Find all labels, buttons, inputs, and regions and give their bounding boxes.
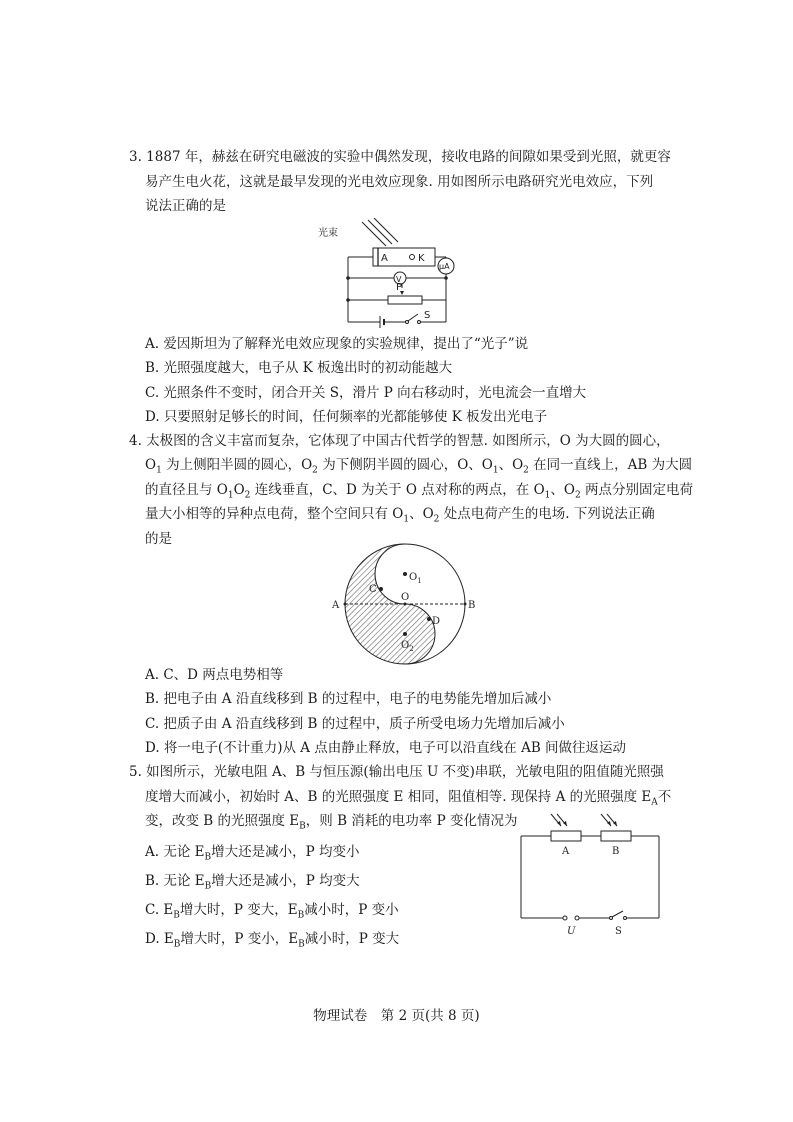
q4-stem-line-4: 量大小相等的异种点电荷，整个空间只有 $O_1$、$O_2$ 处点电荷产生的电场. 下列说法正确 [145, 506, 655, 525]
q4-option-a: A. C、D 两点电势相等 [145, 667, 284, 683]
q3-option-d: D. 只要照射足够长的时间，任何频率的光都能够使 K 板发出光电子 [145, 409, 548, 425]
q4-label-b: B [468, 600, 476, 611]
q3-photoelectric-circuit-figure [318, 218, 466, 330]
q3-beam-label: 光束 [318, 228, 338, 239]
q5-photoresistor-b [601, 831, 631, 841]
q4-stem-line-3: 的直径且与 $O_1O_2$ 连线垂直，C、D 为关于 O 点对称的两点，在 $O_1$、$O_2$ 两点分别固定电荷 [145, 482, 693, 501]
q4-stem-line-5: 的是 [145, 531, 172, 547]
q3-switch-label: S [424, 310, 431, 321]
q4-option-c: C. 把质子由 A 沿直线移到 B 的过程中，质子所受电场力先增加后减小 [145, 716, 565, 732]
q5-label-a: A [562, 846, 570, 857]
q4-label-o: O [401, 592, 410, 603]
q5-stem-line-2: 度增大而减小，初始时 A、B 的光照强度 E 相同，阻值相等. 现保持 A 的光照强度 $E_A$不 [145, 789, 672, 808]
q4-label-c: C [369, 584, 377, 595]
q5-option-a: A. 无论 $E_B$增大还是减小，P 均变小 [145, 844, 360, 863]
q5-photoresistor-a [551, 831, 581, 841]
q4-label-o1: O [409, 572, 418, 583]
q5-option-c: C. $E_B$增大时，P 变大，$E_B$减小时，P 变小 [145, 902, 399, 921]
q4-option-d: D. 将一电子(不计重力)从 A 点由静止释放，电子可以沿直线在 AB 间做往返运动 [145, 740, 627, 756]
q5-stem-line-3: 变，改变 B 的光照强度 $E_B$，则 B 消耗的电功率 P 变化情况为 [145, 813, 518, 832]
q3-ua-label: μA [439, 262, 450, 271]
q3-rheostat [388, 296, 422, 304]
q3-v-label: V [396, 275, 402, 284]
q4-label-a: A [332, 600, 340, 611]
q4-label-o2: O [401, 640, 410, 651]
q5-option-b: B. 无论 $E_B$增大还是减小，P 均变大 [145, 873, 360, 892]
q4-label-d: D [432, 616, 441, 627]
q5-label-s: S [615, 926, 622, 937]
q5-label-b: B [612, 846, 620, 857]
q3-stem-line-2: 易产生电火花，这就是最早发现的光电效应现象. 用如图所示电路研究光电效应，下列 [145, 174, 654, 190]
q5-label-u: U [567, 926, 576, 937]
q5-stem-line-1: 5. 如图所示，光敏电阻 A、B 与恒压源(输出电压 U 不变)串联，光敏电阻的阻值随光照强 [129, 764, 664, 780]
q4-stem-line-1: 4. 太极图的含义丰富而复杂，它体现了中国古代哲学的智慧. 如图所示，O 为大圆的圆心， [129, 433, 670, 449]
q3-stem-line-1: 3. 1887 年，赫兹在研究电磁波的实验中偶然发现，接收电路的间隙如果受到光照，就更容 [129, 149, 671, 165]
q3-stem-line-3: 说法正确的是 [145, 198, 226, 214]
page-footer: 物理试卷 第 2 页(共 8 页) [313, 1008, 480, 1024]
q3-cathode-label: K [418, 253, 425, 264]
q5-series-circuit-figure [515, 806, 665, 938]
q3-slider-label: P [396, 282, 403, 293]
q3-option-a: A. 爱因斯坦为了解释光电效应现象的实验规律，提出了“光子”说 [145, 336, 529, 352]
svg-text:O2: $O_2$ [401, 640, 414, 653]
svg-text:O1: $O_1$ [409, 572, 422, 585]
q4-taiji-figure [326, 542, 476, 666]
q4-option-b: B. 把电子由 A 沿直线移到 B 的过程中，电子的电势能先增加后减小 [145, 691, 552, 707]
q4-stem-line-2: $O_1$ 为上侧阳半圆的圆心，$O_2$ 为下侧阴半圆的圆心，O、$O_1$、$O_2$ 在同一直线上，AB 为大圆 [145, 457, 693, 476]
q3-option-c: C. 光照条件不变时，闭合开关 S，滑片 P 向右移动时，光电流会一直增大 [145, 385, 587, 401]
q3-anode-label: A [381, 253, 388, 264]
q5-option-d: D. $E_B$增大时，P 变小，$E_B$减小时，P 变大 [145, 931, 400, 950]
q3-option-b: B. 光照强度越大，电子从 K 板逸出时的初动能越大 [145, 360, 453, 376]
